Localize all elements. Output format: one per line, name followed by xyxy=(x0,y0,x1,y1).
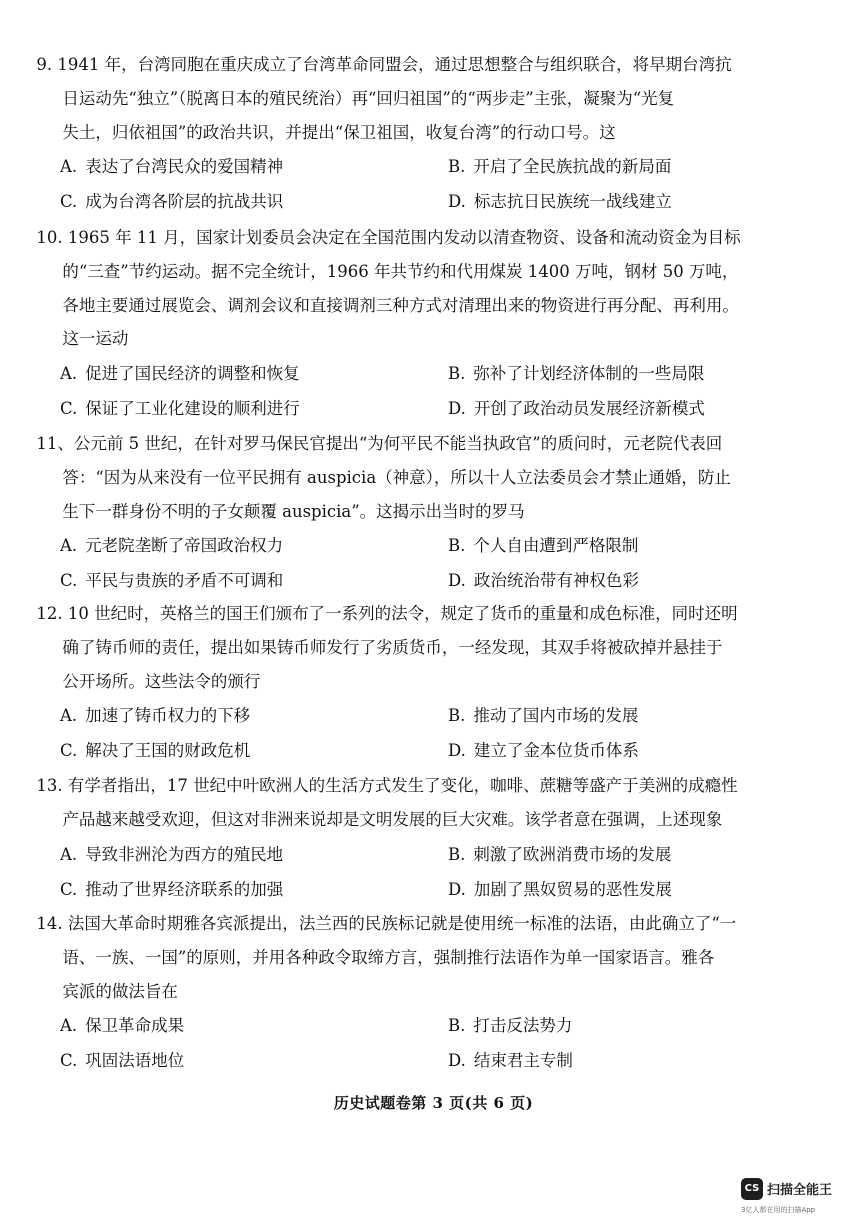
stem-line: 公开场所。这些法令的颁行 xyxy=(62,671,261,691)
stem-line: 13. 有学者指出，17 世纪中叶欧洲人的生活方式发生了变化，咖啡、蔗糖等盛产于美洲的成瘾性 xyxy=(36,776,738,795)
question-stem xyxy=(38,427,794,528)
stem-line: 12. 10 世纪时，英格兰的国王们颁布了一系列的法令，规定了货币的重量和成色标准，同时还明 xyxy=(36,604,738,623)
question-stem xyxy=(38,769,794,837)
stem-line: 确了铸币师的责任，提出如果铸币师发行了劣质货币，一经发现，其双手将被砍掉并悬挂于 xyxy=(62,637,723,657)
stem-line: 产品越来越受欢迎，但这对非洲来说却是文明发展的巨大灾难。该学者意在强调，上述现象 xyxy=(62,809,723,829)
option-a: A. 促进了国民经济的调整和恢复 xyxy=(60,364,300,384)
page-footer: 历史试题卷第 3 页(共 6 页) xyxy=(333,1094,534,1112)
stem-line: 10. 1965 年 11 月，国家计划委员会决定在全国范围内发动以清查物资、设备和流动资金为目标 xyxy=(36,228,741,247)
options xyxy=(38,529,794,599)
stem-line: 这一运动 xyxy=(62,329,129,349)
stem-line: 失土，归依祖国”的政治共识，并提出“保卫祖国，收复台湾”的行动口号。这 xyxy=(62,122,616,142)
watermark-tagline: 3亿人都在用的扫描App xyxy=(741,1206,816,1214)
options xyxy=(38,1009,794,1079)
option-b: B. 推动了国内市场的发展 xyxy=(448,706,639,726)
option-a: A. 加速了铸币权力的下移 xyxy=(60,706,251,726)
stem-line: 11、公元前 5 世纪，在针对罗马保民官提出“为何平民不能当执政官”的质问时，元老院代表回 xyxy=(36,434,723,453)
scanner-watermark xyxy=(741,1178,851,1218)
option-a: A. 表达了台湾民众的爱国精神 xyxy=(60,157,284,177)
option-b: B. 开启了全民族抗战的新局面 xyxy=(448,157,672,177)
question-stem xyxy=(38,597,794,698)
stem-line: 生下一群身份不明的子女颠覆 auspicia”。这揭示出当时的罗马 xyxy=(62,501,525,521)
option-c: C. 平民与贵族的矛盾不可调和 xyxy=(60,571,284,591)
stem-line: 9. 1941 年，台湾同胞在重庆成立了台湾革命同盟会，通过思想整合与组织联合，将早期台湾抗 xyxy=(36,55,732,74)
option-a: A. 元老院垄断了帝国政治权力 xyxy=(60,536,284,556)
option-b: B. 个人自由遭到严格限制 xyxy=(448,536,639,556)
question-stem xyxy=(38,48,794,149)
question-14 xyxy=(38,907,794,1079)
option-d: D. 建立了金本位货币体系 xyxy=(448,741,639,761)
option-d: D. 结束君主专制 xyxy=(448,1051,573,1071)
stem-line: 答：“因为从来没有一位平民拥有 auspicia（神意），所以十人立法委员会才禁止通婚，防止 xyxy=(62,467,731,487)
stem-line: 的“三查”节约运动。据不完全统计，1966 年共节约和代用煤炭 1400 万吨，钢材 50 万吨， xyxy=(62,261,739,281)
watermark-app-name: 扫描全能王 xyxy=(767,1183,833,1198)
options xyxy=(38,150,794,220)
stem-line: 语、一族、一国”的原则，并用各种政令取缔方言，强制推行法语作为单一国家语言。雅各 xyxy=(62,947,715,967)
question-stem xyxy=(38,907,794,1008)
options xyxy=(38,699,794,769)
question-10 xyxy=(38,221,794,427)
stem-line: 各地主要通过展览会、调剂会议和直接调剂三种方式对清理出来的物资进行再分配、再利用。 xyxy=(62,295,739,315)
question-11 xyxy=(38,427,794,599)
options xyxy=(38,357,794,427)
option-a: A. 导致非洲沦为西方的殖民地 xyxy=(60,844,284,864)
question-stem xyxy=(38,221,794,356)
option-b: B. 刺激了欧洲消费市场的发展 xyxy=(448,844,672,864)
option-a: A. 保卫革命成果 xyxy=(60,1016,185,1036)
question-9 xyxy=(38,48,794,220)
stem-line: 日运动先“独立”（脱离日本的殖民统治）再“回归祖国”的“两步走”主张，凝聚为“光复 xyxy=(62,88,675,108)
options xyxy=(38,838,794,908)
option-d: D. 加剧了黑奴贸易的恶性发展 xyxy=(448,879,672,899)
option-c: C. 推动了世界经济联系的加强 xyxy=(60,879,284,899)
option-c: C. 解决了王国的财政危机 xyxy=(60,741,251,761)
option-c: C. 巩固法语地位 xyxy=(60,1051,185,1071)
option-d: D. 标志抗日民族统一战线建立 xyxy=(448,192,672,212)
option-b: B. 打击反法势力 xyxy=(448,1016,573,1036)
option-c: C. 成为台湾各阶层的抗战共识 xyxy=(60,192,284,212)
option-b: B. 弥补了计划经济体制的一些局限 xyxy=(448,364,705,384)
option-d: D. 开创了政治动员发展经济新模式 xyxy=(448,399,705,419)
stem-line: 14. 法国大革命时期雅各宾派提出，法兰西的民族标记就是使用统一标准的法语，由此确立了“一 xyxy=(36,914,737,933)
option-c: C. 保证了工业化建设的顺利进行 xyxy=(60,399,300,419)
question-12 xyxy=(38,597,794,769)
stem-line: 宾派的做法旨在 xyxy=(62,981,178,1001)
camscanner-logo-icon: CS xyxy=(741,1178,763,1200)
option-d: D. 政治统治带有神权色彩 xyxy=(448,571,639,591)
question-13 xyxy=(38,769,794,908)
